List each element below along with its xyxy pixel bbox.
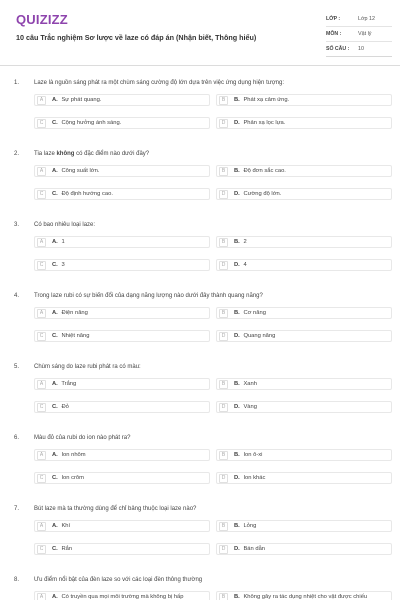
option-d[interactable] [216,188,392,200]
option-a[interactable] [34,94,210,106]
option-label: D. [234,546,240,552]
option-label: A. [52,168,58,174]
option-text: Lỏng [243,523,257,529]
question-text: Chùm sáng do laze rubi phát ra có màu: [34,364,141,370]
option-label: C. [52,120,58,126]
meta-value: 10 [358,46,364,52]
meta-label: LỚP : [326,16,341,22]
option-label: B. [234,594,240,600]
option-text: Điện năng [61,310,88,316]
option-label: D. [234,404,240,410]
option-label: D. [234,262,240,268]
option-label: A. [52,452,58,458]
question-item [0,433,400,504]
option-b[interactable] [216,449,392,461]
option-label: D. [234,475,240,481]
quizizz-logo [16,12,68,27]
question-text: Trong laze rubi có sự biến đổi của dạng năng lượng nào dưới đây thành quang năng? [34,293,263,299]
option-letter-box: B [219,593,228,600]
option-text: Không gây ra tác dụng nhiệt cho vật được chiếu [243,594,368,600]
option-text: Công suất lớn. [61,168,100,174]
option-letter-box: A [37,238,46,247]
option-label: B. [234,239,240,245]
option-letter-box: D [219,332,228,341]
option-text: Nhiệt năng [61,333,90,339]
option-text: Ion nhôm [61,452,86,458]
option-label: A. [52,310,58,316]
option-letter-box: D [219,545,228,554]
option-text: Ion ô-xi [243,452,263,458]
option-letter-box: C [37,545,46,554]
option-letter-box: A [37,309,46,318]
option-letter-box: B [219,522,228,531]
option-label: B. [234,310,240,316]
option-a[interactable] [34,378,210,390]
option-letter-box: B [219,380,228,389]
question-text: Có bao nhiêu loại laze: [34,222,96,228]
option-c[interactable] [34,259,210,271]
option-letter-box: D [219,190,228,199]
option-c[interactable] [34,543,210,555]
option-letter-box: D [219,261,228,270]
option-text: 4 [243,262,247,268]
question-number: 8. [14,577,20,583]
option-text: Cộng hưởng ánh sáng. [61,120,122,126]
page-title: 10 câu Trắc nghiệm Sơ lược về laze có đáp án (Nhận biết, Thông hiểu) [16,33,257,42]
option-letter-box: A [37,167,46,176]
question-number: 3. [14,222,20,228]
question-item [0,291,400,362]
question-item [0,220,400,291]
option-letter-box: B [219,96,228,105]
question-item [0,78,400,149]
option-letter-box: A [37,451,46,460]
option-label: B. [234,97,240,103]
option-text: Rắn [61,546,73,552]
option-letter-box: A [37,96,46,105]
option-b[interactable] [216,591,392,600]
option-text: Bán dẫn [243,546,266,552]
option-letter-box: C [37,190,46,199]
option-letter-box: C [37,261,46,270]
option-text: Quang năng [243,333,276,339]
option-letter-box: A [37,522,46,531]
option-letter-box: A [37,380,46,389]
option-d[interactable] [216,330,392,342]
option-d[interactable] [216,401,392,413]
option-letter-box: C [37,332,46,341]
option-a[interactable] [34,165,210,177]
option-a[interactable] [34,449,210,461]
option-label: B. [234,381,240,387]
option-letter-box: D [219,403,228,412]
option-label: C. [52,191,58,197]
option-label: C. [52,404,58,410]
option-c[interactable] [34,330,210,342]
question-text: Ưu điểm nổi bật của đèn laze so với các loại đèn thông thường [34,577,203,583]
option-label: C. [52,333,58,339]
question-text: Màu đỏ của rubi do ion nào phát ra? [34,435,131,441]
option-letter-box: B [219,451,228,460]
option-text: Độ định hướng cao. [61,191,113,197]
option-label: B. [234,168,240,174]
option-text: Đỏ [61,404,69,410]
option-letter-box: C [37,403,46,412]
option-text: Phản xạ lọc lựa. [243,120,286,126]
option-text: Cơ năng [243,310,266,316]
meta-table [326,12,392,57]
option-c[interactable] [34,401,210,413]
meta-row-count [326,42,392,57]
option-c[interactable] [34,188,210,200]
option-label: C. [52,262,58,268]
option-letter-box: B [219,238,228,247]
option-label: D. [234,191,240,197]
option-label: C. [52,475,58,481]
option-b[interactable] [216,94,392,106]
option-text: Xanh [243,381,257,387]
question-number: 7. [14,506,20,512]
option-letter-box: A [37,593,46,600]
meta-value: Lớp 12 [358,16,376,22]
option-d[interactable] [216,259,392,271]
question-emphasis: không [56,151,75,157]
meta-label: MÔN : [326,31,342,37]
option-text: Có truyền qua mọi môi trường mà không bị hấp [61,594,184,600]
option-text: Trắng [61,381,77,387]
option-text: 2 [243,239,247,245]
option-c[interactable] [34,117,210,129]
option-letter-box: D [219,119,228,128]
option-a[interactable] [34,236,210,248]
question-number: 2. [14,151,20,157]
option-text: Sự phát quang. [61,97,102,103]
option-c[interactable] [34,472,210,484]
option-text: Khí [61,523,71,529]
option-text: Vàng [243,404,257,410]
option-label: B. [234,452,240,458]
option-letter-box: D [219,474,228,483]
option-letter-box: C [37,474,46,483]
option-b[interactable] [216,236,392,248]
option-text: 3 [61,262,65,268]
option-text: Ion khác [243,475,266,481]
worksheet-header [0,0,400,66]
option-b[interactable] [216,307,392,319]
option-label: A. [52,97,58,103]
question-item [0,362,400,433]
option-letter-box: B [219,309,228,318]
option-b[interactable] [216,165,392,177]
option-label: D. [234,333,240,339]
option-d[interactable] [216,117,392,129]
option-label: A. [52,381,58,387]
option-d[interactable] [216,543,392,555]
option-label: A. [52,594,58,600]
option-text: Ion crôm [61,475,84,481]
option-label: A. [52,523,58,529]
question-item [0,149,400,220]
option-d[interactable] [216,472,392,484]
question-number: 1. [14,80,20,86]
meta-label: SỐ CÂU : [326,46,350,52]
meta-row-subject [326,27,392,42]
question-list [0,78,400,600]
option-a[interactable] [34,591,210,600]
option-text: Cường độ lớn. [243,191,282,197]
question-number: 4. [14,293,20,299]
question-item [0,504,400,575]
option-text: Độ đơn sắc cao. [243,168,286,174]
meta-value: Vật lý [358,31,372,37]
logo-text: QUIZIZZ [16,12,68,27]
option-a[interactable] [34,520,210,532]
meta-row-grade [326,12,392,27]
option-label: C. [52,546,58,552]
option-letter-box: B [219,167,228,176]
option-b[interactable] [216,520,392,532]
question-number: 6. [14,435,20,441]
option-label: A. [52,239,58,245]
option-text: Phát xạ cảm ứng. [243,97,290,103]
option-label: B. [234,523,240,529]
option-b[interactable] [216,378,392,390]
question-text: Bút laze mà ta thường dùng để chỉ bảng thuộc loại laze nào? [34,506,197,512]
question-item [0,575,400,600]
question-number: 5. [14,364,20,370]
option-label: D. [234,120,240,126]
question-text: Tia laze không có đặc điểm nào dưới đây? [34,151,150,157]
question-text: Laze là nguồn sáng phát ra một chùm sáng cường độ lớn dựa trên việc ứng dụng hiện tượng: [34,80,285,86]
option-text: 1 [61,239,65,245]
option-a[interactable] [34,307,210,319]
option-letter-box: C [37,119,46,128]
